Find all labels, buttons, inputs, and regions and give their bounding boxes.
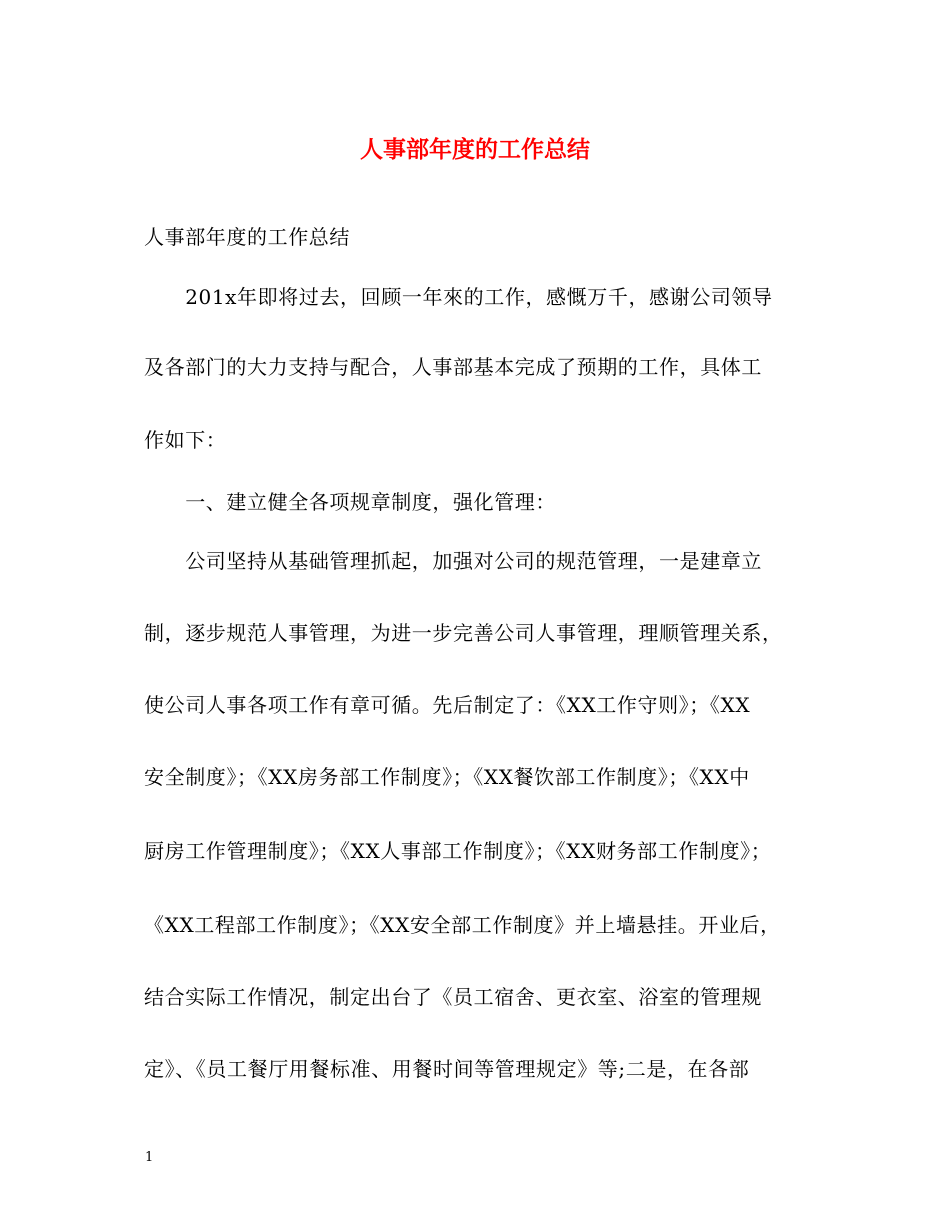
body-line: 定》、《员工餐厅用餐标准、用餐时间等管理规定》等;二是，在各部 <box>144 1057 750 1081</box>
body-line: 一、建立健全各项规章制度，强化管理： <box>144 490 556 514</box>
body-line: 及各部门的大力支持与配合，人事部基本完成了预期的工作，具体工 <box>144 355 762 379</box>
body-line: 公司坚持从基础管理抓起，加强对公司的规范管理，一是建章立 <box>144 549 762 573</box>
body-line: 使公司人事各项工作有章可循。先后制定了：《XX工作守则》；《XX <box>144 693 751 717</box>
body-line: 人事部年度的工作总结 <box>144 225 350 249</box>
body-line: 作如下： <box>144 428 227 452</box>
body-line: 《XX工程部工作制度》；《XX安全部工作制度》并上墙悬挂。开业后， <box>144 913 781 937</box>
body-line: 安全制度》；《XX房务部工作制度》；《XX餐饮部工作制度》；《XX中 <box>144 765 750 789</box>
body-line: 结合实际工作情况，制定出台了《员工宿舍、更衣室、浴室的管理规 <box>144 985 762 1009</box>
body-line: 201x年即将过去，回顾一年來的工作，感慨万千，感谢公司领导 <box>144 285 773 309</box>
page-title: 人事部年度的工作总结 <box>360 136 590 163</box>
page-number: 1 <box>145 1150 154 1165</box>
body-line: 制，逐步规范人事管理，为进一步完善公司人事管理，理顺管理关系， <box>144 621 783 645</box>
body-line: 厨房工作管理制度》；《XX人事部工作制度》；《XX财务部工作制度》； <box>144 839 772 863</box>
